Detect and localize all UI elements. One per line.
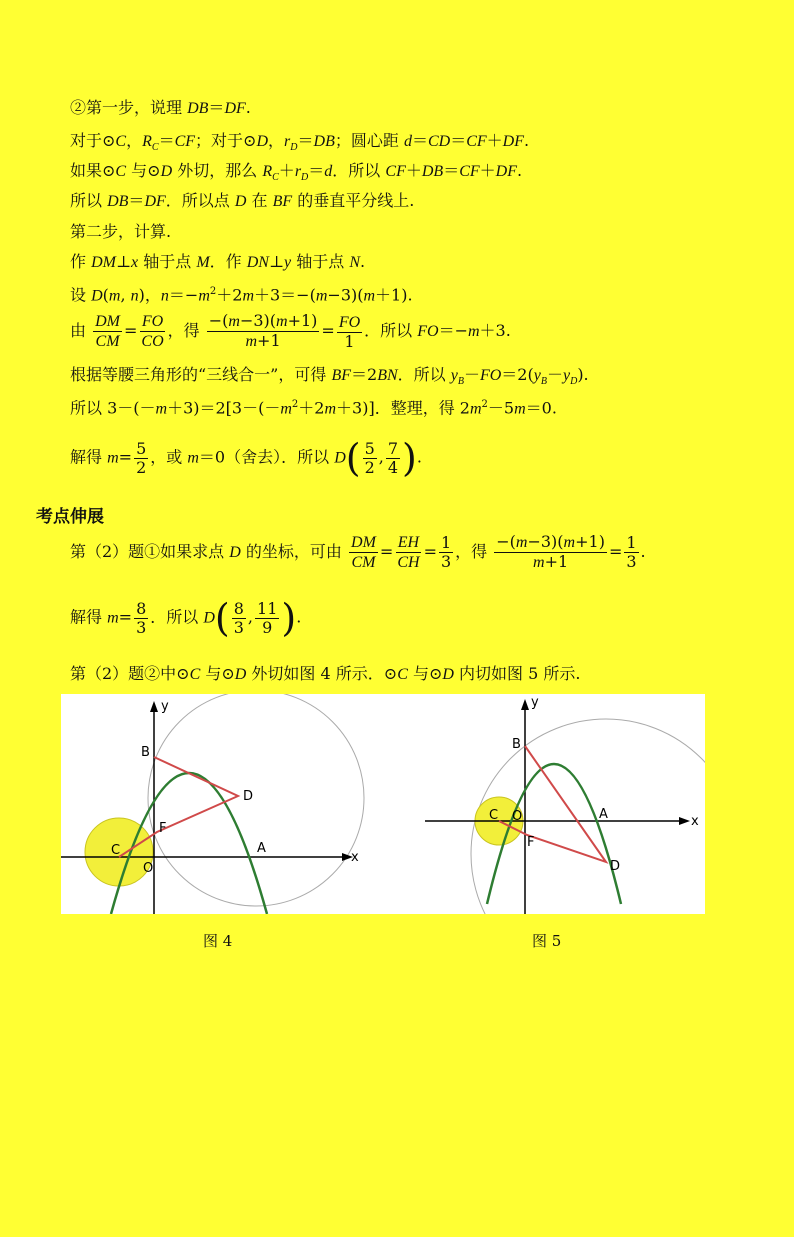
x-axis-arrow (679, 817, 690, 825)
label-a: A (257, 841, 266, 856)
label-y: y (161, 699, 169, 714)
y-axis-arrow (521, 699, 529, 710)
label-c: C (489, 808, 499, 823)
label-d: D (243, 789, 254, 804)
label-o: O (512, 809, 523, 824)
solution-line-1: ②第一步，说理 DB＝DF. (70, 98, 251, 117)
extension-line-3: 第（2）题②中⊙C 与⊙D 外切如图 4 所示．⊙C 与⊙D 内切如图 5 所示. (70, 664, 581, 683)
solution-line-11: 解得 m= $\frac{5}{2}$ ，或 m＝0（舍去）．所以 D( $\frac{5}{2}$ , $\frac{7}{4}$ ). (70, 436, 422, 480)
solution-line-3: 如果⊙C 与⊙D 外切，那么 $R_C+r_D=d$．所以 CF＋DB＝CF＋DF. (70, 161, 523, 184)
label-c: C (111, 843, 121, 858)
extension-line-2: 解得 m= $\frac{8}{3}$ ．所以 D( $\frac{8}{3}$ , $\frac{11}{9}$ ). (70, 596, 302, 640)
solution-line-4: 所以 DB＝DF．所以点 D 在 BF 的垂直平分线上. (70, 191, 415, 210)
label-d: D (610, 859, 621, 874)
label-a: A (599, 807, 608, 822)
label-b: B (141, 745, 150, 760)
figure-4-caption: 图 4 (203, 932, 233, 950)
extension-line-1: 第（2）题①如果求点 D 的坐标，可由 $\frac{DM}{CM}$ = $\frac{EH}{CH}$ = $\frac{1}{3}$ ，得 $\frac{-(m-3)(m+1)}{m+1}$ = $\frac{1}{3}$ . (70, 532, 646, 571)
solution-line-8: 由 $\frac{DM}{CM}$ = $\frac{FO}{CO}$ ，得 $\frac{-(m-3)(m+1)}{m+1}$ = $\frac{FO}{1}$ ．所以 FO＝−m＋3. (70, 311, 511, 351)
label-f: F (527, 835, 535, 850)
solution-line-6: 作 DM⊥x 轴于点 M．作 DN⊥y 轴于点 N. (70, 252, 366, 271)
solution-line-10: 所以 $3-(-m+3)=2[3-(-m^2+2m+3)]$．整理，得 $2m^2-5m=0$. (70, 398, 557, 418)
label-o: O (143, 861, 154, 876)
solution-line-7: 设 D(m, n)，$n=-m^2+2m+3=-(m-3)(m+1)$. (70, 285, 413, 305)
label-x: x (691, 814, 699, 829)
figure-panel (61, 694, 705, 914)
label-b: B (512, 737, 521, 752)
figure-5-caption: 图 5 (532, 932, 562, 950)
label-y: y (531, 695, 539, 710)
y-axis-arrow (150, 701, 158, 712)
figure-4 (61, 694, 364, 914)
figure-5 (425, 694, 705, 914)
solution-line-2: 对于⊙C，$R_C=CF$；对于⊙D，$r_D=DB$；圆心距 d＝CD＝CF＋DF. (70, 131, 530, 154)
solution-line-5: 第二步，计算. (70, 222, 172, 241)
parabola (487, 764, 621, 904)
label-x: x (351, 850, 359, 865)
label-f: F (159, 821, 167, 836)
section-heading: 考点伸展 (36, 507, 104, 527)
solution-line-9: 根据等腰三角形的“三线合一”，可得 BF＝2BN．所以 $y_B-FO=2(y_B-y_D)$. (70, 365, 589, 388)
